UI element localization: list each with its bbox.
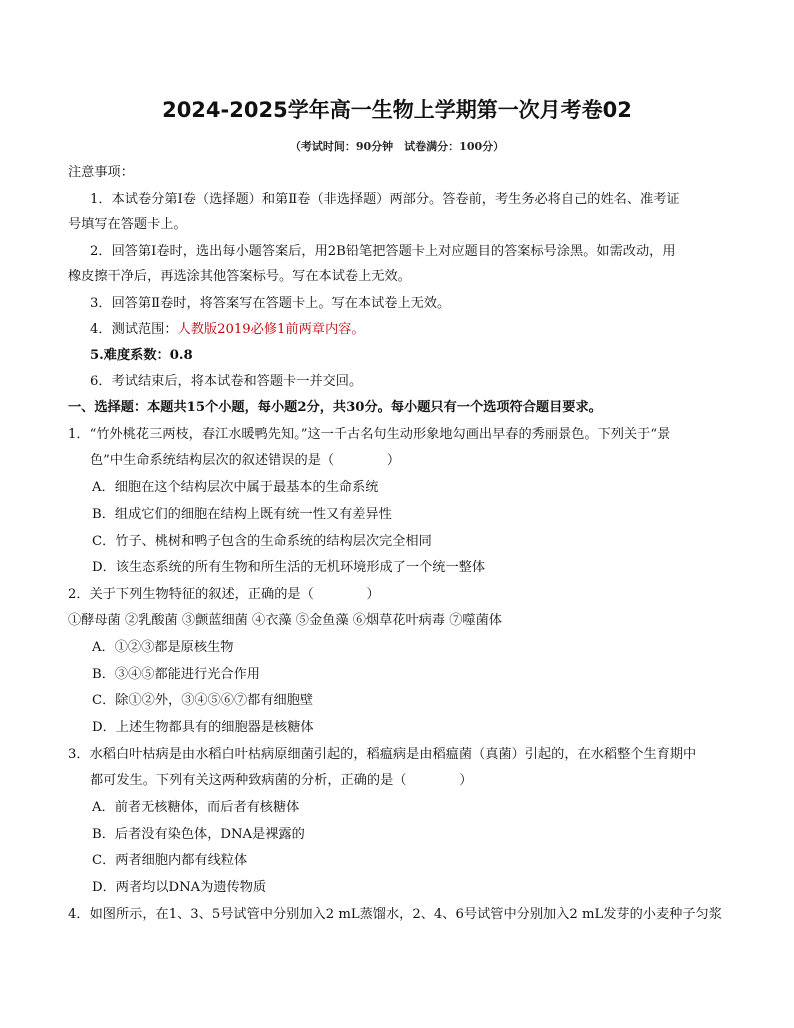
scope-value: 人教版2019必修1前两章内容。 — [177, 322, 365, 337]
scope-label: 4．测试范围： — [90, 322, 178, 337]
question-1-stem-cont: 色”中生命系统结构层次的叙述错误的是（ ） — [90, 453, 401, 468]
section-heading: 一、选择题：本题共15个小题，每小题2分，共30分。每小题只有一个选项符合题目要求。 — [68, 400, 602, 415]
question-1-stem: 1．“竹外桃花三两枝，春江水暖鸭先知。”这一千古名句生动形象地勾画出早春的秀丽景色。下列关于“景 — [68, 427, 671, 442]
notice-item-2: 2．回答第Ⅰ卷时，选出每小题答案后，用2B铅笔把答题卡上对应题目的答案标号涂黑。如需改动，用 — [90, 244, 676, 259]
question-3-option-a: A．前者无核糖体，而后者有核糖体 — [92, 800, 300, 815]
question-2-option-d: D．上述生物都具有的细胞器是核糖体 — [92, 720, 314, 735]
notice-item-2-cont: 橡皮擦干净后，再选涂其他答案标号。写在本试卷上无效。 — [68, 269, 411, 284]
question-1-option-d: D．该生态系统的所有生物和所生活的无机环境形成了一个统一整体 — [92, 560, 486, 575]
question-2-option-c: C．除①②外，③④⑤⑥⑦都有细胞壁 — [92, 693, 314, 708]
question-1-option-a: A．细胞在这个结构层次中属于最基本的生命系统 — [92, 480, 379, 495]
question-1-option-b: B．组成它们的细胞在结构上既有统一性又有差异性 — [92, 507, 392, 522]
question-2-option-b: B．③④⑤都能进行光合作用 — [92, 667, 260, 682]
question-1-option-c: C．竹子、桃树和鸭子包含的生命系统的结构层次完全相同 — [92, 534, 432, 549]
page-title: 2024-2025学年高一生物上学期第一次月考卷02 — [162, 98, 632, 122]
question-2-organism-list: ①酵母菌 ②乳酸菌 ③颤蓝细菌 ④衣藻 ⑤金鱼藻 ⑥烟草花叶病毒 ⑦噬菌体 — [68, 613, 502, 628]
notice-heading: 注意事项： — [68, 165, 134, 180]
notice-item-6: 6．考试结束后，将本试卷和答题卡一并交回。 — [90, 374, 363, 389]
question-3-option-d: D．两者均以DNA为遗传物质 — [92, 880, 267, 895]
question-4-stem: 4．如图所示，在1、3、5号试管中分别加入2 mL蒸馏水，2、4、6号试管中分别加入2 mL发芽的小麦种子匀浆 — [68, 907, 722, 922]
notice-item-3: 3．回答第Ⅱ卷时，将答案写在答题卡上。写在本试卷上无效。 — [90, 296, 451, 311]
question-2-stem: 2．关于下列生物特征的叙述，正确的是（ ） — [68, 587, 380, 602]
notice-item-1: 1．本试卷分第Ⅰ卷（选择题）和第Ⅱ卷（非选择题）两部分。答卷前，考生务必将自己的姓名、准考证 — [90, 192, 680, 207]
notice-item-5: 5.难度系数：0.8 — [90, 348, 193, 363]
notice-item-4 — [90, 321, 365, 339]
question-3-option-b: B．后者没有染色体，DNA是裸露的 — [92, 827, 305, 842]
question-3-option-c: C．两者细胞内都有线粒体 — [92, 853, 248, 868]
question-3-stem: 3．水稻白叶枯病是由水稻白叶枯病原细菌引起的，稻瘟病是由稻瘟菌（真菌）引起的，在水稻整个生育期中 — [68, 747, 697, 762]
question-2-option-a: A．①②③都是原核生物 — [92, 640, 234, 655]
notice-item-1-cont: 号填写在答题卡上。 — [68, 217, 187, 232]
question-3-stem-cont: 都可发生。下列有关这两种致病菌的分析，正确的是（ ） — [90, 773, 473, 788]
exam-info: （考试时间：90分钟 试卷满分：100分） — [289, 140, 505, 153]
